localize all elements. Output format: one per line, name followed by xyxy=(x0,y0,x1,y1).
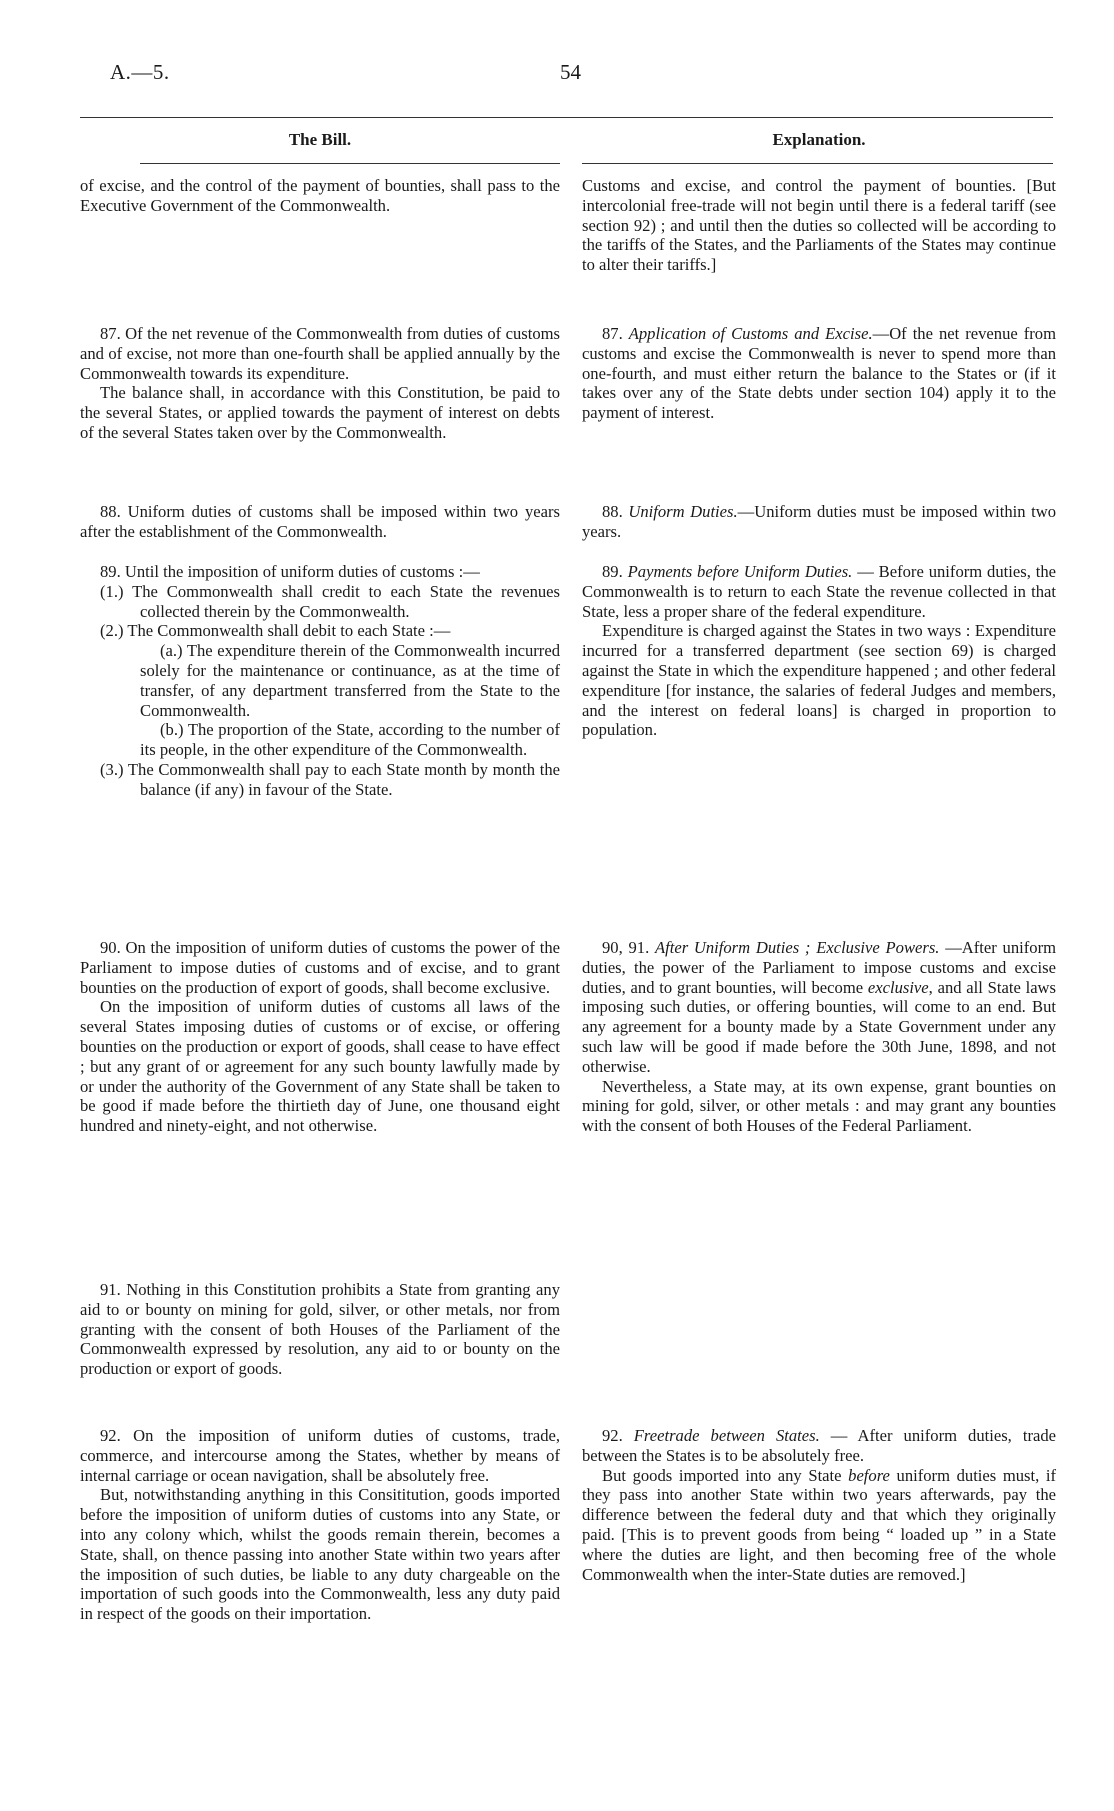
explanation-section-87: 87. Application of Customs and Excise.—Of the net revenue from customs and excise the Commonwealth is never to spend more than one-fourth, and must either return the balance to the States or (if it takes over any of the State debts under section 104) apply it to the payment of interest. xyxy=(582,324,1057,423)
bill-paragraph-continued: of excise, and the control of the payment of bounties, shall pass to the Executive Government of the Commonwealth. xyxy=(80,176,560,215)
bill-section-91: 91. Nothing in this Constitution prohibits a State from granting any aid to or bounty on mining for gold, silver, or other metals, nor from granting with the consent of both Houses of the Parliament of the Commonwealth expressed by resolution, any aid to or bounty on the production or export of goods. xyxy=(80,1280,560,1379)
page-header xyxy=(80,60,1044,100)
explanation-section-92: 92. Freetrade between States. — After uniform duties, trade between the States is to be absolutely free. But goods imported into any State before uniform duties must, if they pass into another State within two years afterwards, pay the difference between the federal duty and that which they originally paid. [This is to prevent goods from being “ loaded up ” in a State where the duties are light, and then becoming free of the whole Commonwealth when the inter-State duties are removed.] xyxy=(582,1426,1057,1584)
section-87-title: Application of Customs and Excise. xyxy=(628,324,873,343)
bill-section-89-item-2a: (a.) The expenditure therein of the Commonwealth incurred solely for the maintenance or continuance, as at the time of transfer, of any department transferred from the State to the Commonwealth. xyxy=(140,641,560,720)
bill-section-92: 92. On the imposition of uniform duties of customs, trade, commerce, and intercourse among the States, whether by means of internal carriage or ocean navigation, shall be absolutely free. But, notwithstanding anything in this Consititution, goods imported before the imposition of uniform duties of customs into any State, or into any colony which, whilst the goods remain therein, becomes a State, shall, on thence passing into another State within two years after the imposition of such duties, be liable to any duty chargeable on the importation of such goods into the Commonwealth, less any duty paid in respect of the goods on their importation. xyxy=(80,1426,560,1624)
section-92-title: Freetrade between States. xyxy=(633,1426,820,1445)
bill-section-89-item-1: (1.) The Commonwealth shall credit to each State the revenues collected therein by the Commonwealth. xyxy=(100,581,560,621)
explanation-column-heading: Explanation. xyxy=(772,130,866,149)
bill-section-88: 88. Uniform duties of customs shall be imposed within two years after the establishment of the Commonwealth. xyxy=(80,502,560,541)
explanation-section-89: 89. Payments before Uniform Duties. — Before uniform duties, the Commonwealth is to return to each State the revenue collected in that State, less a proper share of the federal expenditure. Expenditure is charged against the States in two ways : Expenditure incurred for a transferred department (see section 69) is charged against the State in which the expenditure happened ; and other federal expenditure [for instance, the salaries of federal Judges and members, and the interest on federal loans] is charged in proportion to population. xyxy=(582,562,1057,740)
header-rule xyxy=(80,117,1053,118)
section-89-title: Payments before Uniform Duties. xyxy=(627,562,853,581)
explanation-heading-rule xyxy=(582,163,1053,164)
page-reference: A.—5. xyxy=(110,60,170,84)
bill-section-89-item-2: (2.) The Commonwealth shall debit to each State :— xyxy=(100,621,451,641)
section-88-title: Uniform Duties. xyxy=(628,502,738,521)
bill-section-89: 89. Until the imposition of uniform duties of customs :— (1.) The Commonwealth shall credit to each State the revenues collected therein by the Commonwealth. (2.) The Commonwealth shall debit to each State :— (a.) The expenditure therein of the Commonwealth incurred solely for the maintenance or continuance, as at the time of transfer, of any department transferred from the State to the Commonwealth. (b.) The proportion of the State, according to the number of its people, in the other expenditure of the Commonwealth. (3.) The Commonwealth shall pay to each State month by month the balance (if any) in favour of the State. xyxy=(80,562,560,800)
bill-section-89-item-2b: (b.) The proportion of the State, according to the number of its people, in the other expenditure of the Commonwealth. xyxy=(140,720,560,760)
explanation-section-88: 88. Uniform Duties.—Uniform duties must be imposed within two years. xyxy=(582,502,1057,541)
bill-column-heading: The Bill. xyxy=(288,130,352,149)
page-number: 54 xyxy=(560,60,581,84)
bill-heading-rule xyxy=(140,163,560,164)
section-90-91-title: After Uniform Duties ; Exclusive Powers. xyxy=(654,938,940,957)
explanation-section-90-91: 90, 91. After Uniform Duties ; Exclusive Powers. —After uniform duties, the power of the Parliament to impose customs and excise duties, and to grant bounties, will become exclusive, and all State laws imposing such duties, or offering bounties, will come to an end. But any agreement for a bounty made by a State Government under any such law will be good if made before the 30th June, 1898, and not otherwise. Nevertheless, a State may, at its own expense, grant bounties on mining for gold, silver, or other metals : and may grant any bounties with the consent of both Houses of the Federal Parliament. xyxy=(582,938,1056,1136)
explanation-paragraph-continued: Customs and excise, and control the payment of bounties. [But intercolonial free-trade will not begin until there is a federal tariff (see section 92) ; and until then the duties so collected will be according to the tariffs of the States, and the Parliaments of the States may continue to alter their tariffs.] xyxy=(582,176,1056,275)
bill-section-90: 90. On the imposition of uniform duties of customs the power of the Parliament to impose duties of customs and of excise, and to grant bounties on the production of export of goods, shall become exclusive. On the imposition of uniform duties of customs all laws of the several States imposing duties of customs or of excise, or offering bounties on the production or export of goods, shall cease to have effect ; but any grant of or agreement for any such bounty lawfully made by or under the authority of the Government of any State shall be taken to be good if made before the thirtieth day of June, one thousand eight hundred and ninety-eight, and not otherwise. xyxy=(80,938,560,1136)
bill-section-89-item-3: (3.) The Commonwealth shall pay to each State month by month the balance (if any) in favour of the State. xyxy=(100,759,560,799)
bill-section-87: 87. Of the net revenue of the Commonwealth from duties of customs and of excise, not more than one-fourth shall be applied annually by the Commonwealth towards its expenditure. The balance shall, in accordance with this Constitution, be paid to the several States, or applied towards the payment of interest on debts of the several States taken over by the Commonwealth. xyxy=(80,324,560,442)
